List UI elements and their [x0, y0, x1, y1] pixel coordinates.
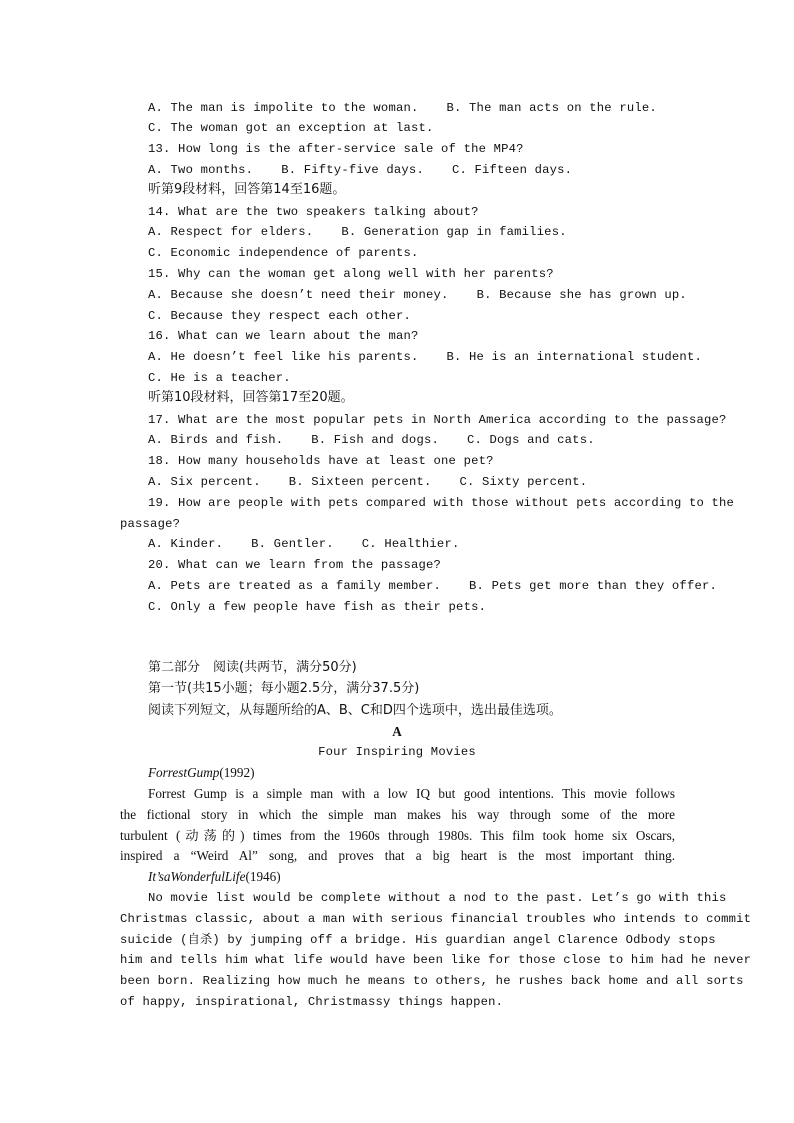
q19-option-c: C. Healthier.: [361, 537, 460, 551]
movie2-line4: him and tells him what life would have been like for those close to him had he never: [120, 953, 752, 967]
passage-title: Four Inspiring Movies: [318, 745, 476, 759]
q16-question: 16. What can we learn about the man?: [148, 329, 419, 343]
q19-question-line2: passage?: [120, 517, 181, 531]
q13-option-c: C. Fifteen days.: [451, 163, 573, 177]
q13-option-a: A. Two months.: [148, 163, 254, 177]
q20-option-c: C. Only a few people have fish as their pets.: [148, 600, 487, 614]
q15-option-b: B. Because she has grown up.: [476, 288, 687, 302]
q18-option-b: B. Sixteen percent.: [288, 475, 432, 489]
section-9-heading: 听第9段材料，回答第14至16题。: [148, 182, 346, 197]
q15-options-ab: [148, 287, 687, 303]
q16-option-a: A. He doesn’t feel like his parents.: [148, 350, 419, 364]
q12-options-ab: [148, 100, 657, 116]
movie1-year: (1992): [219, 765, 255, 780]
q14-option-c: C. Economic independence of parents.: [148, 246, 419, 260]
q12-option-b: B. The man acts on the rule.: [446, 101, 657, 115]
q16-option-b: B. He is an international student.: [446, 350, 702, 364]
movie1-heading: [148, 765, 254, 781]
movie1-title: ForrestGump: [148, 765, 220, 780]
q20-option-a: A. Pets are treated as a family member.: [148, 579, 442, 593]
q16-option-c: C. He is a teacher.: [148, 371, 291, 385]
movie1-line3: turbulent (动荡的) times from the 1960s through 1980s. This film took home six Oscars,: [120, 828, 675, 843]
q13-option-b: B. Fifty-five days.: [281, 163, 424, 177]
movie2-heading: [148, 869, 281, 885]
q15-option-a: A. Because she doesn’t need their money.: [148, 288, 449, 302]
movie2-year: (1946): [245, 869, 281, 884]
movie1-line2: the fictional story in which the simple man makes his way through some of the more: [120, 807, 675, 822]
q12-option-c: C. The woman got an exception at last.: [148, 121, 434, 135]
q18-option-a: A. Six percent.: [148, 475, 261, 489]
movie2-line2: Christmas classic, about a man with serious financial troubles who intends to commit: [120, 912, 752, 926]
q13-question: 13. How long is the after-service sale of the MP4?: [148, 142, 524, 156]
movie2-line5: been born. Realizing how much he means to others, he rushes back home and all sorts: [120, 974, 744, 988]
q15-option-c: C. Because they respect each other.: [148, 309, 411, 323]
q17-option-c: C. Dogs and cats.: [466, 433, 595, 447]
q17-option-a: A. Birds and fish.: [148, 433, 284, 447]
movie1-line1: Forrest Gump is a simple man with a low IQ but good intentions. This movie follows: [148, 786, 675, 801]
movie2-line1: No movie list would be complete without a nod to the past. Let’s go with this: [148, 891, 727, 905]
section-one-title: 第一节(共15小题；每小题2.5分，满分37.5分): [148, 681, 420, 696]
q14-option-a: A. Respect for elders.: [148, 225, 314, 239]
part-two-title: 第二部分 阅读(共两节，满分50分): [148, 660, 357, 675]
movie1-line4: inspired a “Weird Al” song, and proves that a big heart is the most important thing.: [120, 848, 675, 863]
section-10-heading: 听第10段材料，回答第17至20题。: [148, 390, 354, 405]
q19-options: [148, 536, 459, 552]
reading-instruction: 阅读下列短文，从每题所给的A、B、C和D四个选项中，选出最佳选项。: [148, 703, 562, 718]
q17-question: 17. What are the most popular pets in North America according to the passage?: [148, 413, 727, 427]
q18-options: [148, 474, 587, 490]
q15-question: 15. Why can the woman get along well with her parents?: [148, 267, 554, 281]
movie2-line6: of happy, inspirational, Christmassy things happen.: [120, 995, 504, 1009]
q20-question: 20. What can we learn from the passage?: [148, 558, 442, 572]
q14-options-ab: [148, 224, 567, 240]
q20-option-b: B. Pets get more than they offer.: [469, 579, 717, 593]
q14-question: 14. What are the two speakers talking about?: [148, 205, 479, 219]
q19-option-a: A. Kinder.: [148, 537, 224, 551]
passage-label: A: [392, 724, 402, 739]
q13-options: [148, 162, 572, 178]
movie2-line3: suicide (自杀) by jumping off a bridge. His guardian angel Clarence Odbody stops: [120, 933, 716, 947]
q17-option-b: B. Fish and dogs.: [311, 433, 439, 447]
q14-option-b: B. Generation gap in families.: [341, 225, 567, 239]
q18-option-c: C. Sixty percent.: [459, 475, 588, 489]
q20-options-ab: [148, 578, 717, 594]
movie2-title: It’saWonderfulLife: [148, 869, 246, 884]
q19-question-line1: 19. How are people with pets compared with those without pets according to the: [148, 496, 735, 510]
q18-question: 18. How many households have at least one pet?: [148, 454, 494, 468]
q19-option-b: B. Gentler.: [251, 537, 334, 551]
q12-option-a: A. The man is impolite to the woman.: [148, 101, 419, 115]
q17-options: [148, 432, 595, 448]
q16-options-ab: [148, 349, 702, 365]
